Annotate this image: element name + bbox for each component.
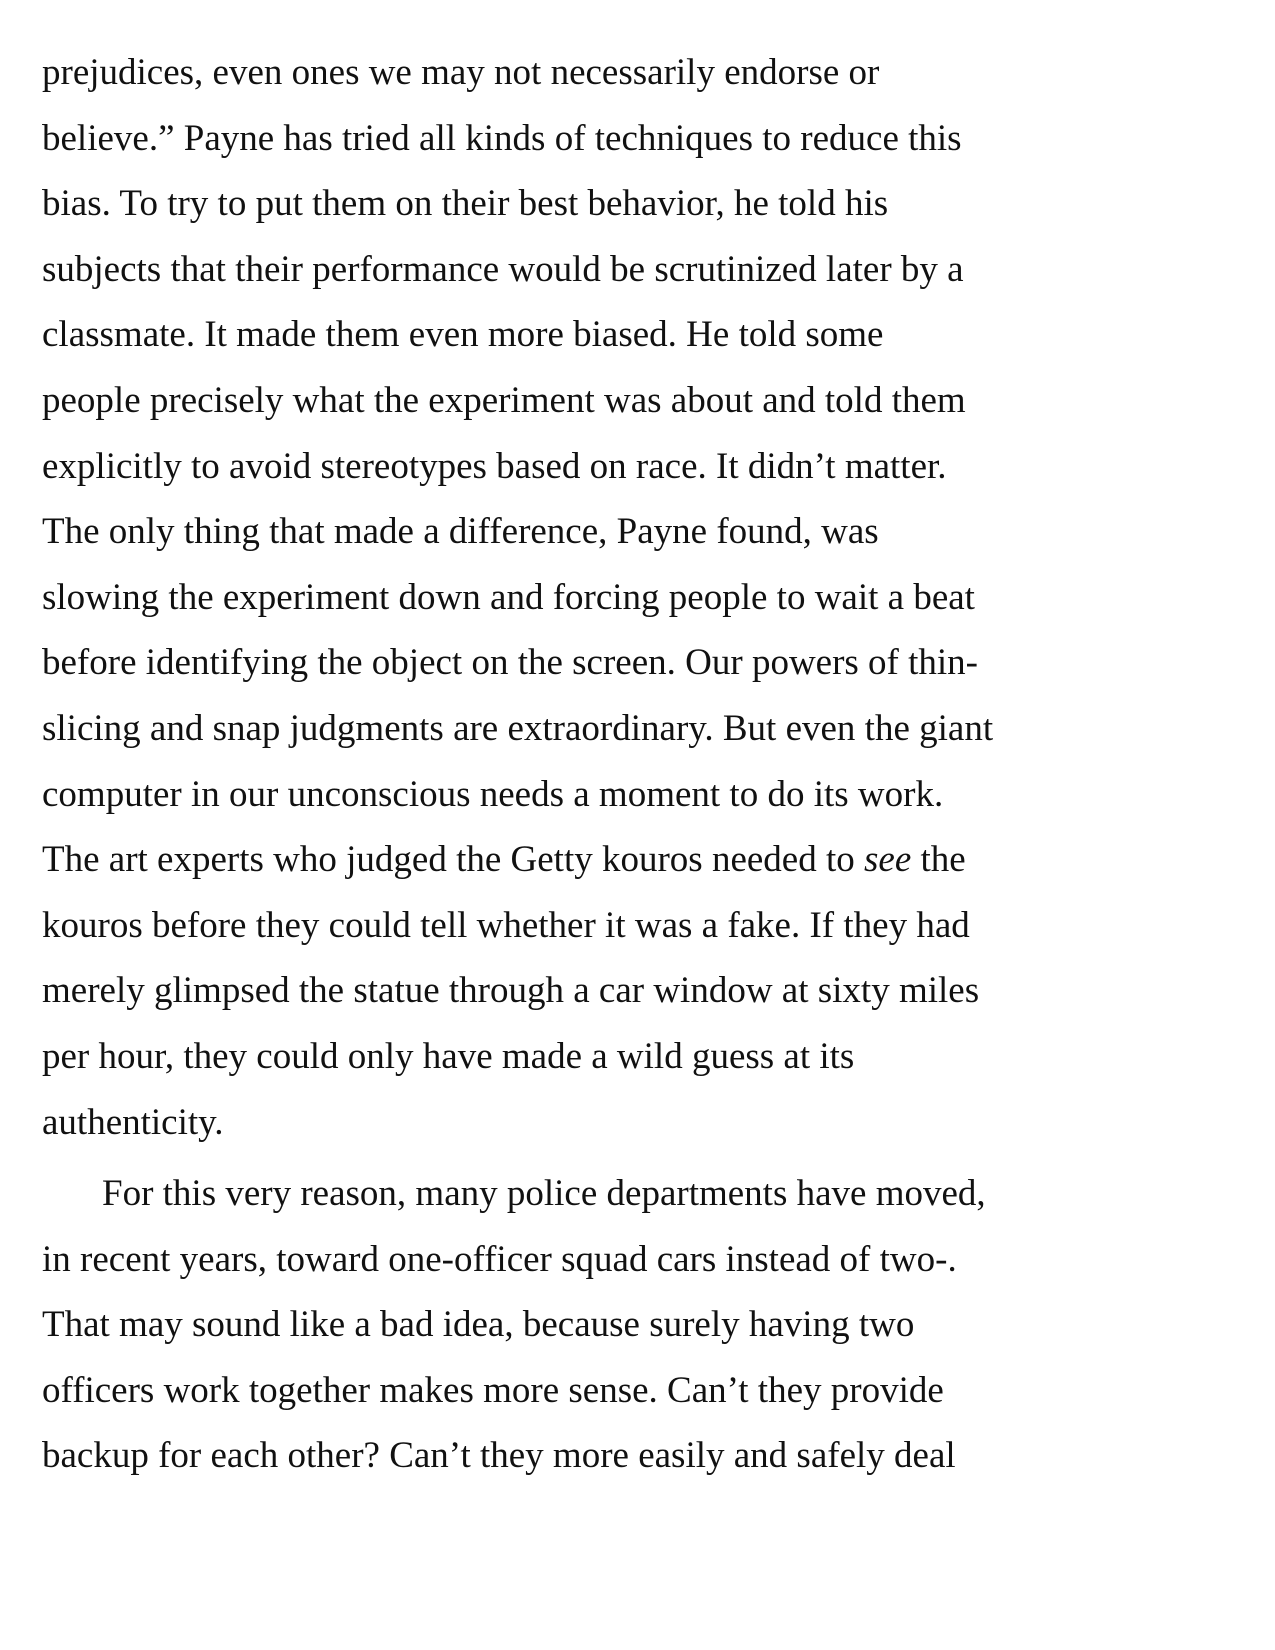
text-line: kouros before they could tell whether it was a fake. If they had	[42, 904, 970, 946]
text-line: For this very reason, many police departments have moved,	[102, 1173, 986, 1215]
text-line: That may sound like a bad idea, because surely having two	[42, 1304, 915, 1346]
book-page	[42, 40, 1242, 1489]
text-line: explicitly to avoid stereotypes based on race. It didn’t matter.	[42, 445, 947, 487]
text-line: prejudices, even ones we may not necessarily endorse or	[42, 52, 880, 93]
text-line: authenticity.	[42, 1101, 224, 1143]
text-line-with-emphasis	[42, 827, 1242, 893]
text-line: believe.” Payne has tried all kinds of techniques to reduce this	[42, 117, 962, 159]
text-line: slowing the experiment down and forcing people to wait a beat	[42, 576, 975, 618]
text-line: The only thing that made a difference, Payne found, was	[42, 511, 879, 553]
text-line: classmate. It made them even more biased. He told some	[42, 314, 884, 356]
text-segment: the	[911, 839, 966, 881]
emphasized-word: see	[864, 839, 912, 881]
text-line: backup for each other? Can’t they more easily and safely deal	[42, 1435, 956, 1477]
text-line: officers work together makes more sense. Can’t they provide	[42, 1369, 944, 1411]
text-line: merely glimpsed the statue through a car window at sixty miles	[42, 970, 980, 1012]
text-line: computer in our unconscious needs a moment to do its work.	[42, 773, 944, 815]
text-line: before identifying the object on the screen. Our powers of thin-	[42, 642, 979, 684]
text-line: slicing and snap judgments are extraordinary. But even the giant	[42, 707, 994, 749]
text-line: subjects that their performance would be scrutinized later by a	[42, 248, 964, 290]
text-line: in recent years, toward one-officer squad cars instead of two-.	[42, 1238, 957, 1280]
text-line: per hour, they could only have made a wild guess at its	[42, 1035, 855, 1077]
paragraph-1	[42, 40, 1242, 1155]
text-line: people precisely what the experiment was about and told them	[42, 379, 966, 421]
text-segment: The art experts who judged the Getty kouros needed to	[42, 839, 864, 881]
text-line: bias. To try to put them on their best behavior, he told his	[42, 183, 889, 225]
paragraph-2	[42, 1161, 1242, 1489]
